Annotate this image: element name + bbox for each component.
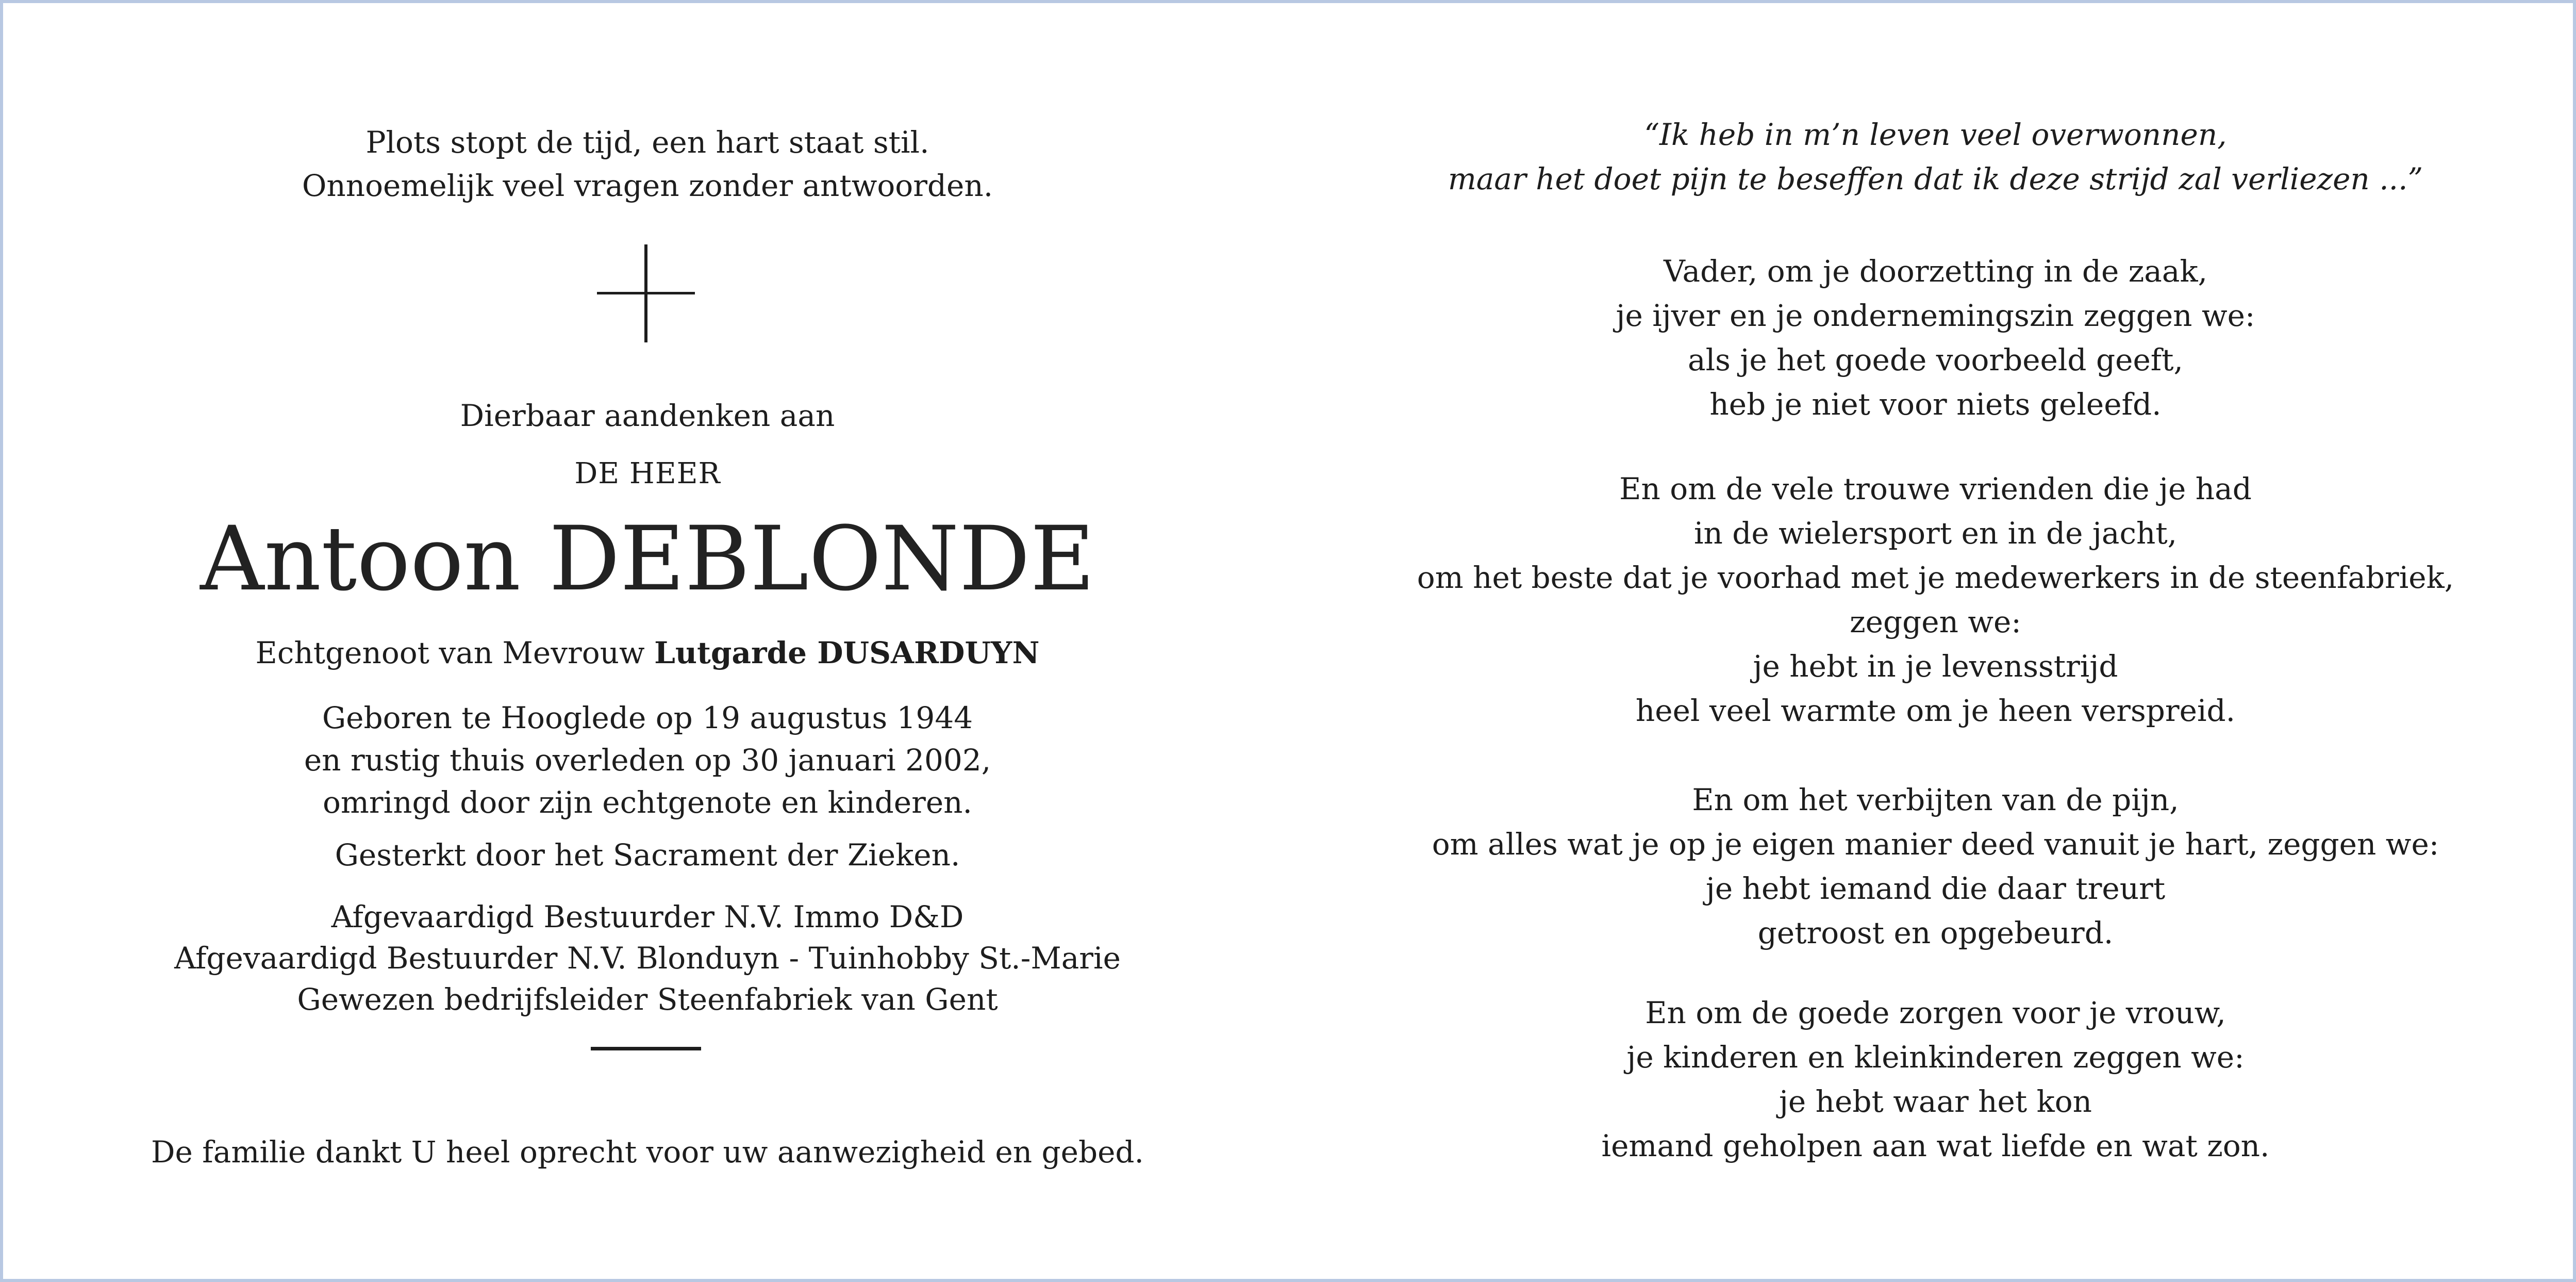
poem-line: Vader, om je doorzetting in de zaak, xyxy=(1663,254,2208,289)
poem-line: om het beste dat je voorhad met je medewerkers in de steenfabriek, xyxy=(1417,560,2454,595)
spouse-name: Lutgarde DUSARDUYN xyxy=(654,635,1040,670)
spouse-line xyxy=(3,631,1292,675)
poem-stanza-2 xyxy=(1292,467,2576,733)
divider xyxy=(591,1047,701,1050)
role-line: Gewezen bedrijfsleider Steenfabriek van Gent xyxy=(297,982,998,1017)
poem-line: je hebt iemand die daar treurt xyxy=(1705,871,2166,906)
poem-line: om alles wat je op je eigen manier deed vanuit je hart, zeggen we: xyxy=(1432,827,2439,862)
intro-line: Plots stopt de tijd, een hart staat stil. xyxy=(365,125,929,160)
dates-line: omringd door zijn echtgenote en kinderen. xyxy=(323,785,972,820)
poem-line: En om de goede zorgen voor je vrouw, xyxy=(1645,995,2226,1030)
poem-line: getroost en opgebeurd. xyxy=(1757,915,2114,950)
dates-line: Geboren te Hooglede op 19 augustus 1944 xyxy=(322,700,973,735)
poem-line: heel veel warmte om je heen verspreid. xyxy=(1635,693,2236,728)
poem-line: je kinderen en kleinkinderen zeggen we: xyxy=(1626,1040,2245,1075)
intro-verse xyxy=(3,121,1292,207)
poem-line: je ijver en je ondernemingszin zeggen we: xyxy=(1616,298,2255,333)
quote-line: maar het doet pijn te beseffen dat ik deze strijd zal verliezen ...” xyxy=(1448,161,2423,196)
poem-line: heb je niet voor niets geleefd. xyxy=(1709,387,2162,422)
poem-line: zeggen we: xyxy=(1850,604,2021,639)
poem-line: in de wielersport en in de jacht, xyxy=(1693,516,2178,551)
poem-line: als je het goede voorbeeld geeft, xyxy=(1688,342,2183,377)
role-line: Afgevaardigd Bestuurder N.V. Immo D&D xyxy=(331,899,964,934)
left-panel xyxy=(3,3,1292,1279)
spouse-prefix: Echtgenoot van Mevrouw xyxy=(255,635,645,670)
poem-stanza-3 xyxy=(1292,778,2576,955)
poem-line: En om de vele trouwe vrienden die je had xyxy=(1619,471,2252,506)
poem-line: iemand geholpen aan wat liefde en wat zon. xyxy=(1601,1128,2270,1163)
deceased-name: Antoon DEBLONDE xyxy=(200,507,1095,611)
poem-stanza-4 xyxy=(1292,991,2576,1168)
role-line: Afgevaardigd Bestuurder N.V. Blonduyn - Tuinhobby St.-Marie xyxy=(174,941,1121,976)
memorial-heading: Dierbaar aandenken aan xyxy=(460,398,835,433)
professional-roles xyxy=(3,896,1292,1020)
sacrament-line: Gesterkt door het Sacrament der Zieken. xyxy=(335,837,960,873)
poem-stanza-1 xyxy=(1292,249,2576,426)
family-thanks: De familie dankt U heel oprecht voor uw aanwezigheid en gebed. xyxy=(151,1135,1144,1170)
honorific: DE HEER xyxy=(574,457,721,490)
dates-line: en rustig thuis overleden op 30 januari 2002, xyxy=(304,743,991,778)
intro-line: Onnoemelijk veel vragen zonder antwoorden. xyxy=(302,168,993,203)
right-panel xyxy=(1292,3,2576,1279)
poem-line: je hebt waar het kon xyxy=(1779,1084,2092,1119)
life-dates xyxy=(3,697,1292,824)
quote-line: “Ik heb in m’n leven veel overwonnen, xyxy=(1644,117,2227,152)
quote xyxy=(1292,112,2576,201)
cross-icon xyxy=(597,244,695,342)
poem-line: En om het verbijten van de pijn, xyxy=(1692,782,2179,817)
poem-line: je hebt in je levensstrijd xyxy=(1753,649,2118,684)
